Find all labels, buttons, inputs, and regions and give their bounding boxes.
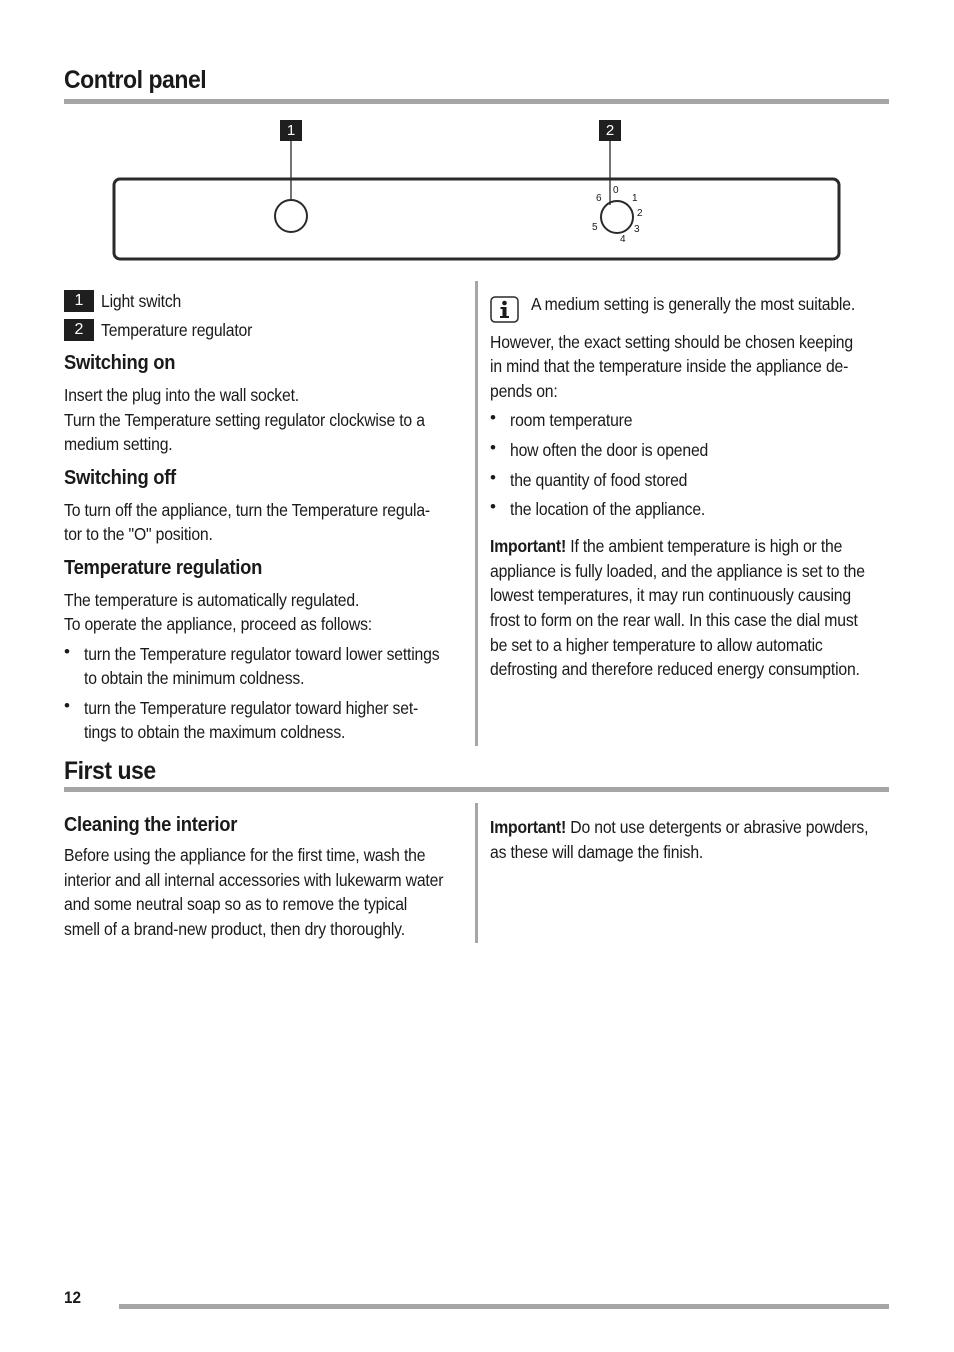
dial-mark-1: 1 bbox=[632, 193, 638, 204]
callout-badge-1: 1 bbox=[280, 120, 302, 141]
body-line: frost to form on the rear wall. In this case the dial must bbox=[490, 610, 858, 630]
important-label: Important! bbox=[490, 536, 567, 556]
body-line: tor to the "O" position. bbox=[64, 524, 213, 544]
body-line: as these will damage the finish. bbox=[490, 842, 704, 862]
bullet-text: to obtain the minimum coldness. bbox=[84, 668, 305, 688]
bullet-text: how often the door is opened bbox=[510, 440, 709, 460]
body-line: smell of a brand-new product, then dry thoroughly. bbox=[64, 919, 405, 939]
bullet-dot: • bbox=[64, 696, 70, 715]
column-divider bbox=[475, 281, 478, 746]
bullet-dot: • bbox=[64, 642, 70, 661]
body-line: Before using the appliance for the first time, wash the bbox=[64, 845, 426, 865]
panel-outline bbox=[114, 179, 839, 259]
dial-mark-4: 4 bbox=[620, 234, 626, 245]
page-number: 12 bbox=[64, 1288, 82, 1307]
info-icon bbox=[490, 296, 520, 323]
heading-switching-on: Switching on bbox=[64, 352, 176, 374]
bullet-dot: • bbox=[490, 497, 496, 516]
section-title-first-use: First use bbox=[64, 757, 156, 785]
bullet-text: turn the Temperature regulator toward higher set- bbox=[84, 698, 419, 718]
temperature-dial bbox=[601, 201, 633, 233]
body-line: Insert the plug into the wall socket. bbox=[64, 385, 299, 405]
body-line: in mind that the temperature inside the appliance de- bbox=[490, 356, 849, 376]
heading-temperature-regulation: Temperature regulation bbox=[64, 557, 263, 579]
body-line: The temperature is automatically regulated. bbox=[64, 590, 360, 610]
footer-rule bbox=[119, 1304, 889, 1309]
dial-mark-3: 3 bbox=[634, 224, 640, 235]
important-text: If the ambient temperature is high or the bbox=[566, 536, 843, 556]
legend-number: 1 bbox=[64, 290, 94, 312]
column-divider bbox=[475, 803, 478, 943]
dial-mark-5: 5 bbox=[592, 222, 598, 233]
body-line: appliance is fully loaded, and the appliance is set to the bbox=[490, 561, 865, 581]
body-line: Turn the Temperature setting regulator clockwise to a bbox=[64, 410, 425, 430]
dial-mark-2: 2 bbox=[637, 208, 643, 219]
dial-mark-6: 6 bbox=[596, 193, 602, 204]
bullet-text: tings to obtain the maximum coldness. bbox=[84, 722, 346, 742]
heading-cleaning-interior: Cleaning the interior bbox=[64, 814, 238, 836]
bullet-dot: • bbox=[490, 408, 496, 427]
bullet-dot: • bbox=[490, 468, 496, 487]
light-switch-knob bbox=[275, 200, 307, 232]
body-line: pends on: bbox=[490, 381, 558, 401]
body-line: To operate the appliance, proceed as follows: bbox=[64, 614, 372, 634]
body-line: To turn off the appliance, turn the Temperature regula- bbox=[64, 500, 431, 520]
important-note-line bbox=[490, 534, 842, 559]
body-line: However, the exact setting should be chosen keeping bbox=[490, 332, 853, 352]
legend-label: Temperature regulator bbox=[101, 320, 253, 340]
heading-switching-off: Switching off bbox=[64, 467, 176, 489]
important-text: Do not use detergents or abrasive powders, bbox=[566, 817, 869, 837]
body-line: medium setting. bbox=[64, 434, 173, 454]
body-line: interior and all internal accessories with lukewarm water bbox=[64, 870, 444, 890]
bullet-text: room temperature bbox=[510, 410, 633, 430]
bullet-text: turn the Temperature regulator toward lower settings bbox=[84, 644, 440, 664]
panel-drawing bbox=[0, 0, 954, 270]
bullet-text: the location of the appliance. bbox=[510, 499, 706, 519]
important-label: Important! bbox=[490, 817, 567, 837]
bullet-text: the quantity of food stored bbox=[510, 470, 688, 490]
control-panel-diagram bbox=[0, 0, 954, 270]
legend-label: Light switch bbox=[101, 291, 182, 311]
body-line: and some neutral soap so as to remove the typical bbox=[64, 894, 408, 914]
body-line: defrosting and therefore reduced energy consumption. bbox=[490, 659, 860, 679]
section-title-control-panel: Control panel bbox=[64, 66, 207, 94]
bullet-dot: • bbox=[490, 438, 496, 457]
dial-mark-0: 0 bbox=[613, 185, 619, 196]
info-note: A medium setting is generally the most suitable. bbox=[531, 294, 856, 314]
legend-number: 2 bbox=[64, 319, 94, 341]
callout-badge-2: 2 bbox=[599, 120, 621, 141]
important-note-line bbox=[490, 815, 868, 840]
body-line: be set to a higher temperature to allow automatic bbox=[490, 635, 823, 655]
body-line: lowest temperatures, it may run continuously causing bbox=[490, 585, 851, 605]
section-rule bbox=[64, 787, 889, 792]
